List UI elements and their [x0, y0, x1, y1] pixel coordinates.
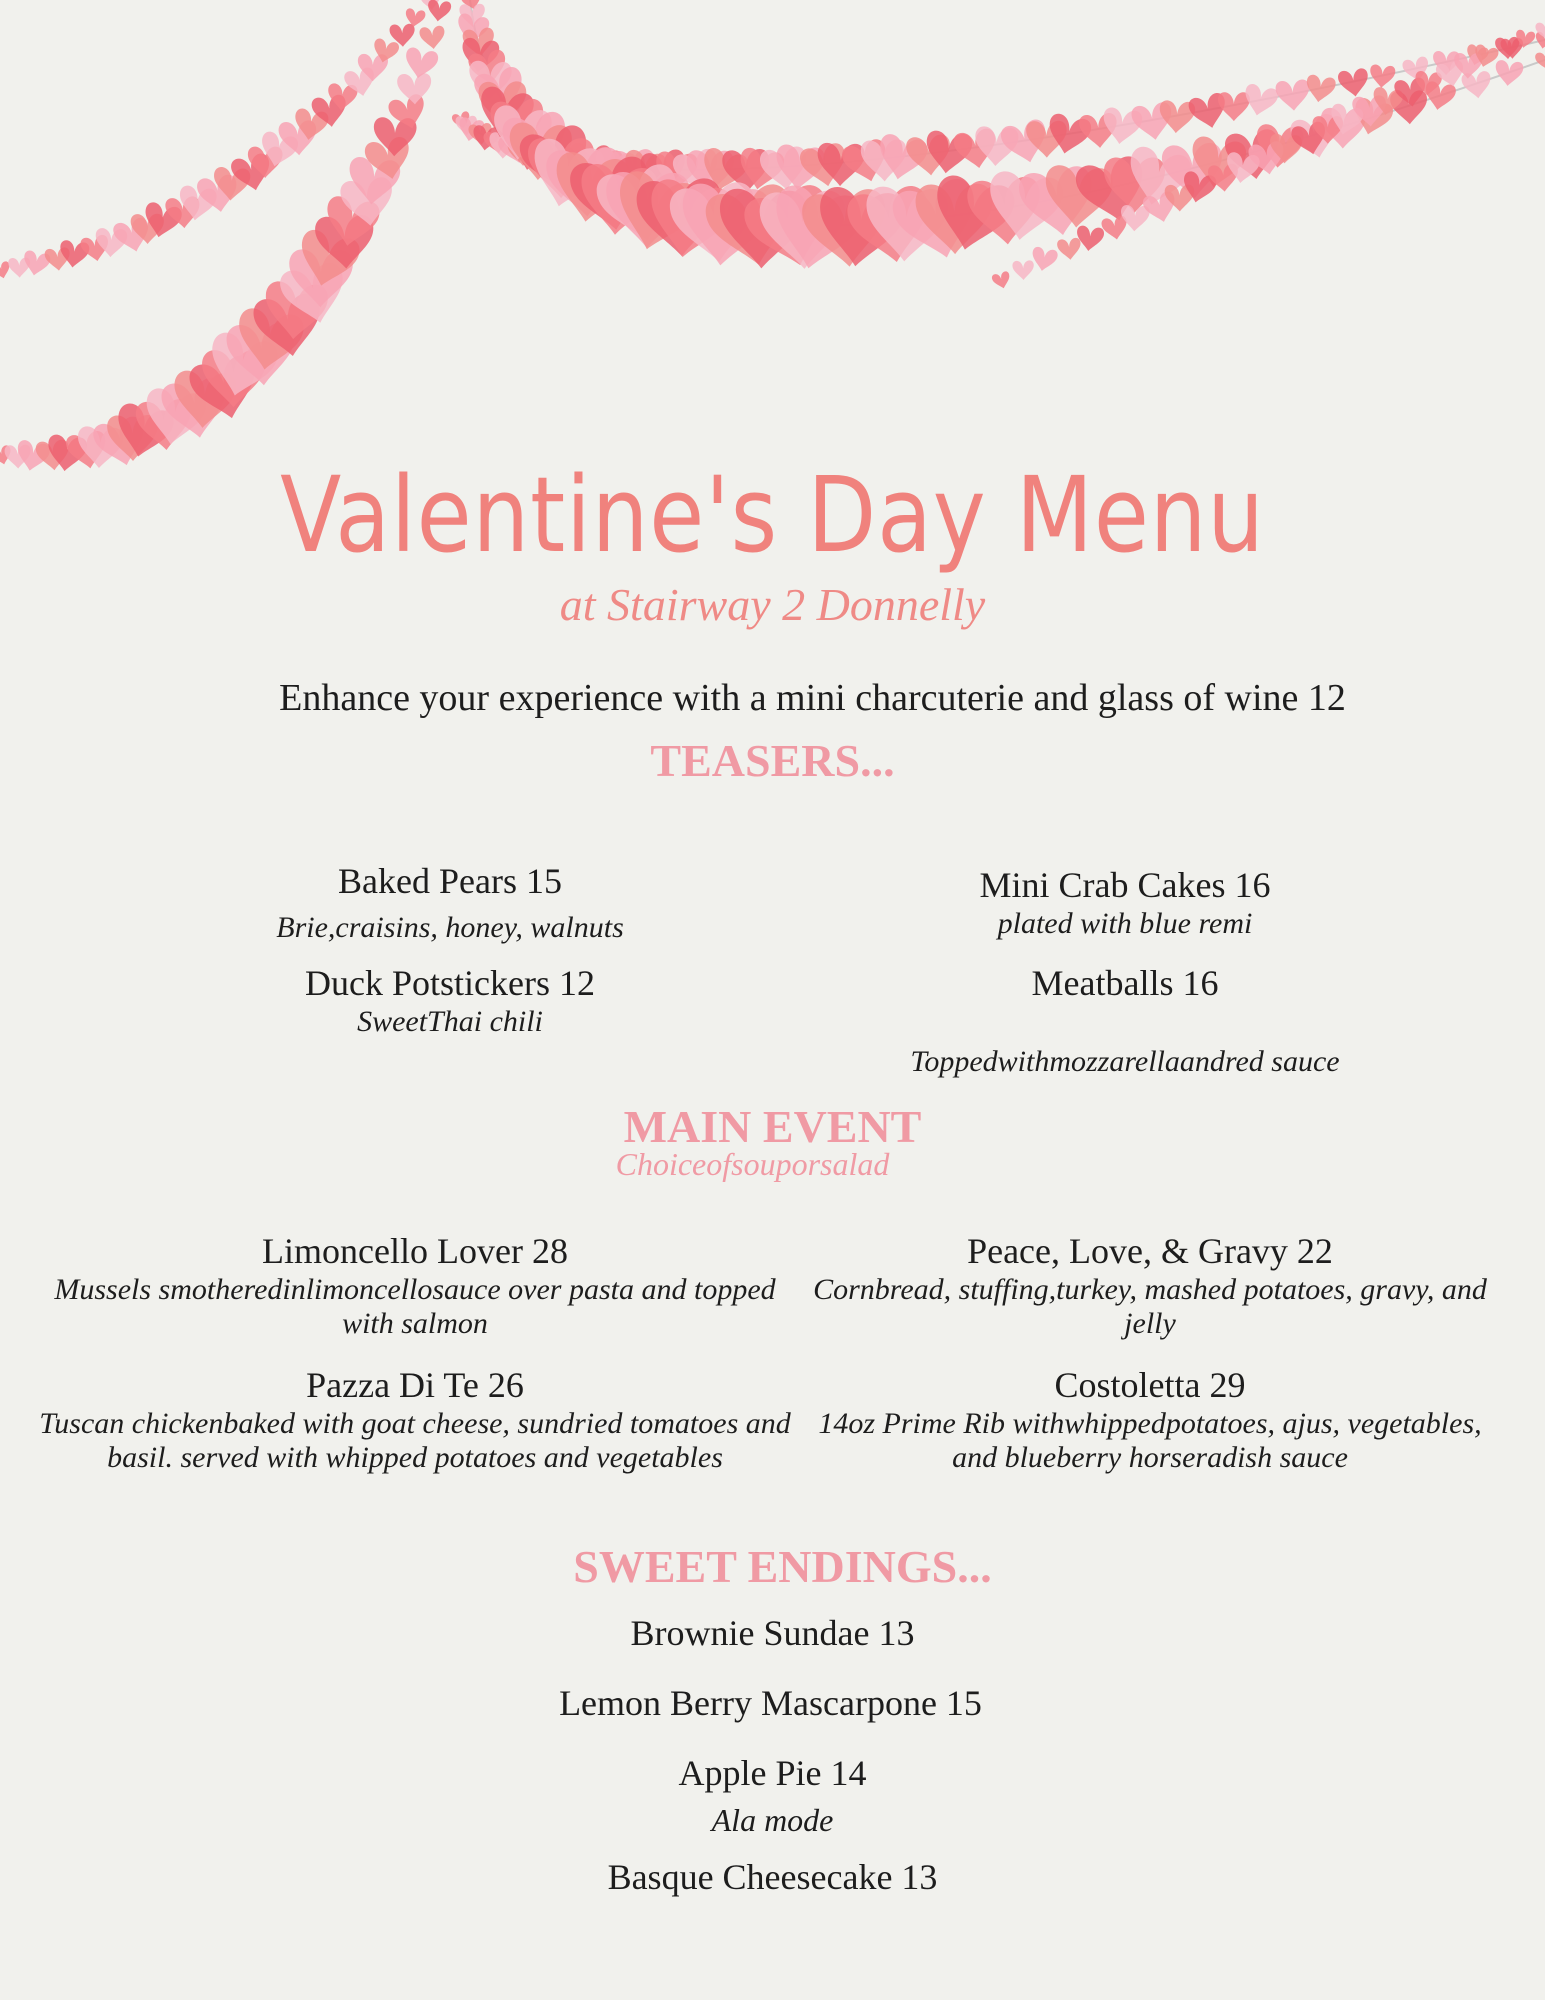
dessert-item-name: Brownie Sundae 13: [630, 1613, 915, 1653]
dessert-item-name: Apple Pie 14: [678, 1753, 867, 1793]
item-name: Costoletta 29: [1054, 1365, 1246, 1405]
item-name: Duck Potstickers 12: [305, 963, 595, 1003]
dessert-item-name: Basque Cheesecake 13: [607, 1857, 938, 1897]
item-description: SweetThai chili: [357, 1005, 543, 1039]
menu-item: [810, 1230, 1490, 1340]
main-event-note: Choiceofsouporsalad: [615, 1146, 890, 1182]
item-name: Peace, Love, & Gravy 22: [967, 1231, 1333, 1271]
item-description: 14oz Prime Rib withwhippedpotatoes, ajus, vegetables, and blueberry horseradish sauce: [818, 1407, 1482, 1474]
item-description: Mussels smotheredinlimoncellosauce over pasta and topped with salmon: [54, 1273, 776, 1340]
heart-garland-icon: [0, 0, 1545, 490]
page-subtitle: at Stairway 2 Donnelly: [559, 579, 986, 630]
dessert-item-name: Lemon Berry Mascarpone 15: [559, 1683, 982, 1723]
page-title: Valentine's Day Menu: [280, 454, 1265, 576]
item-description: Cornbread, stuffing,turkey, mashed potatoes, gravy, and jelly: [813, 1273, 1487, 1340]
menu-item: [180, 962, 720, 1039]
item-description: Tuscan chickenbaked with goat cheese, sundried tomatoes and basil. served with whipped potatoes and vegetables: [39, 1407, 791, 1474]
item-description: Brie,craisins, honey, walnuts: [276, 911, 624, 945]
intro-text: Enhance your experience with a mini charcuterie and glass of wine 12: [279, 677, 1346, 719]
main-event-heading: MAIN EVENT: [623, 1101, 922, 1152]
item-name: Meatballs 16: [1031, 963, 1219, 1003]
item-name: Baked Pears 15: [338, 861, 562, 901]
teasers-heading: TEASERS...: [650, 735, 895, 786]
menu-item: [800, 962, 1450, 1079]
menu-item: [30, 1364, 800, 1474]
item-description: Toppedwithmozzarellaandred sauce: [910, 1045, 1340, 1079]
dessert-item-description: Ala mode: [711, 1802, 834, 1838]
menu-item: [810, 1364, 1490, 1474]
sweet-endings-heading: SWEET ENDINGS...: [573, 1541, 992, 1592]
menu-item: [30, 1230, 800, 1340]
menu-item: [180, 860, 720, 945]
item-description: plated with blue remi: [997, 907, 1253, 941]
item-name: Mini Crab Cakes 16: [979, 865, 1271, 905]
item-name: Pazza Di Te 26: [306, 1365, 524, 1405]
item-name: Limoncello Lover 28: [262, 1231, 568, 1271]
menu-item: [800, 864, 1450, 941]
